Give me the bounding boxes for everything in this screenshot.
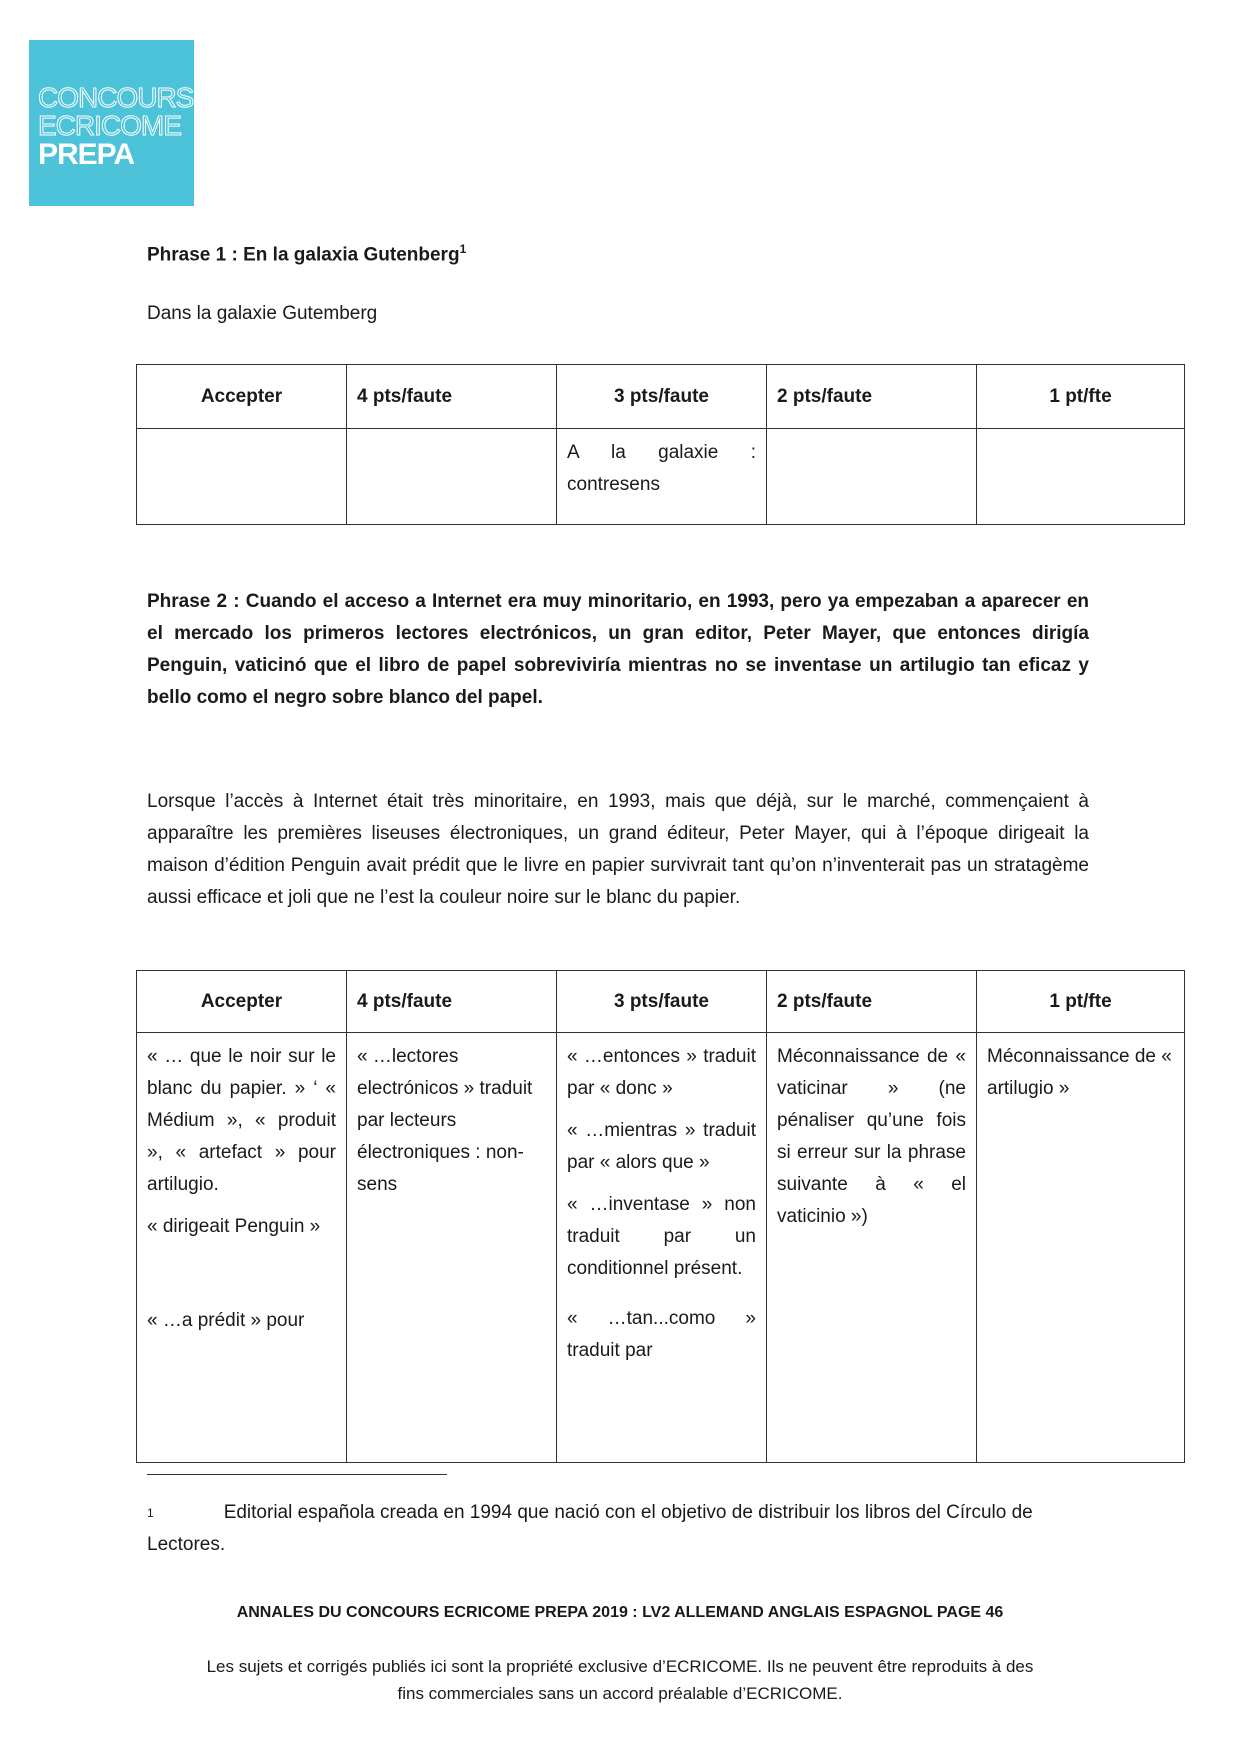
footnote-ref: 1 bbox=[459, 242, 467, 256]
phrase1-translation: Dans la galaxie Gutemberg bbox=[147, 303, 378, 324]
table1-header: 4 pts/faute bbox=[347, 365, 557, 429]
footnote bbox=[147, 1497, 1089, 1561]
cell-paragraph: Méconnaissance de « artilugio » bbox=[987, 1046, 1172, 1099]
cell-paragraph: Méconnaissance de « vaticinar » (ne pénaliser qu’une fois si erreur sur la phrase suivante à « el vaticinio ») bbox=[777, 1046, 966, 1227]
footnote-text: Editorial española creada en 1994 que nació con el objetivo de distribuir los libros del Círculo de Lectores. bbox=[147, 1502, 1033, 1555]
phrase1-heading bbox=[147, 242, 466, 266]
table1-cell: A la galaxie : contresens bbox=[557, 429, 767, 525]
cell-paragraph: « …lectores electrónicos » traduit par lecteurs électroniques : non-sens bbox=[357, 1046, 533, 1195]
cell-paragraph: « …inventase » non traduit par un conditionnel présent. bbox=[567, 1194, 756, 1279]
table-row bbox=[137, 1033, 1185, 1463]
footer-notice-line-2: fins commerciales sans un accord préalable d’ECRICOME. bbox=[397, 1684, 843, 1703]
cell-paragraph: « … que le noir sur le blanc du papier. » ‘ « Médium », « produit », « artefact » pour artilugio. bbox=[147, 1046, 336, 1195]
table1-header: 1 pt/fte bbox=[977, 365, 1185, 429]
phrase2-heading: Phrase 2 : Cuando el acceso a Internet era muy minoritario, en 1993, pero ya empezaban a aparecer en el mercado los primeros lectores electrónicos, un gran editor, Peter Mayer, que entonces dirigía Penguin, vaticinó que el libro de papel sobreviviría mientras no se inventase un artilugio tan eficaz y bello como el negro sobre blanco del papel. bbox=[147, 591, 1089, 708]
footer-title: ANNALES DU CONCOURS ECRICOME PREPA 2019 : LV2 ALLEMAND ANGLAIS ESPAGNOL PAGE 46 bbox=[236, 1604, 1004, 1621]
cell-paragraph: « …entonces » traduit par « donc » bbox=[567, 1046, 756, 1099]
table1-cell bbox=[767, 429, 977, 525]
table1-header-row bbox=[137, 365, 1185, 429]
footnote-number: 1 bbox=[147, 1506, 154, 1520]
table2 bbox=[136, 970, 1185, 1463]
ecricome-logo bbox=[29, 40, 194, 206]
table2-col-1pt bbox=[977, 1033, 1185, 1463]
table2-col-3pts bbox=[557, 1033, 767, 1463]
logo-line-1: CONCOURS bbox=[38, 82, 194, 113]
footer-notice-line-1: Les sujets et corrigés publiés ici sont la propriété exclusive d’ECRICOME. Ils ne peuvent être reproduits à des bbox=[206, 1657, 1034, 1676]
table2-header: 4 pts/faute bbox=[347, 971, 557, 1033]
table2-header: 2 pts/faute bbox=[767, 971, 977, 1033]
table2-col-accepter bbox=[137, 1033, 347, 1463]
table1 bbox=[136, 364, 1185, 525]
cell-paragraph: « dirigeait Penguin » bbox=[147, 1216, 321, 1237]
cell-paragraph: « …a prédit » pour bbox=[147, 1310, 305, 1331]
logo-line-3: PREPA bbox=[38, 138, 135, 171]
table-row bbox=[137, 429, 1185, 525]
table1-header: 3 pts/faute bbox=[557, 365, 767, 429]
table1-header: 2 pts/faute bbox=[767, 365, 977, 429]
table2-header: Accepter bbox=[137, 971, 347, 1033]
phrase1-heading-text: Phrase 1 : En la galaxia Gutenberg bbox=[147, 244, 460, 266]
table1-header: Accepter bbox=[137, 365, 347, 429]
table1-cell bbox=[137, 429, 347, 525]
table2-header: 1 pt/fte bbox=[977, 971, 1185, 1033]
cell-paragraph: « …mientras » traduit par « alors que » bbox=[567, 1120, 756, 1173]
table2-col-2pts bbox=[767, 1033, 977, 1463]
table1-cell bbox=[347, 429, 557, 525]
cell-paragraph: « …tan...como » traduit par bbox=[567, 1308, 756, 1361]
table2-header: 3 pts/faute bbox=[557, 971, 767, 1033]
table2-header-row bbox=[137, 971, 1185, 1033]
footnote-separator bbox=[147, 1474, 447, 1475]
logo-line-2: ECRICOME bbox=[38, 110, 181, 141]
table1-cell bbox=[977, 429, 1185, 525]
phrase2-translation: Lorsque l’accès à Internet était très minoritaire, en 1993, mais que déjà, sur le marché, commençaient à apparaître les premières liseuses électroniques, un grand éditeur, Peter Mayer, qui à l’époque dirigeait la maison d’édition Penguin avait prédit que le livre en papier survivrait tant qu’on n’inventerait pas un stratagème aussi efficace et joli que ne l’est la couleur noire sur le blanc du papier. bbox=[147, 791, 1089, 908]
table2-col-4pts bbox=[347, 1033, 557, 1463]
